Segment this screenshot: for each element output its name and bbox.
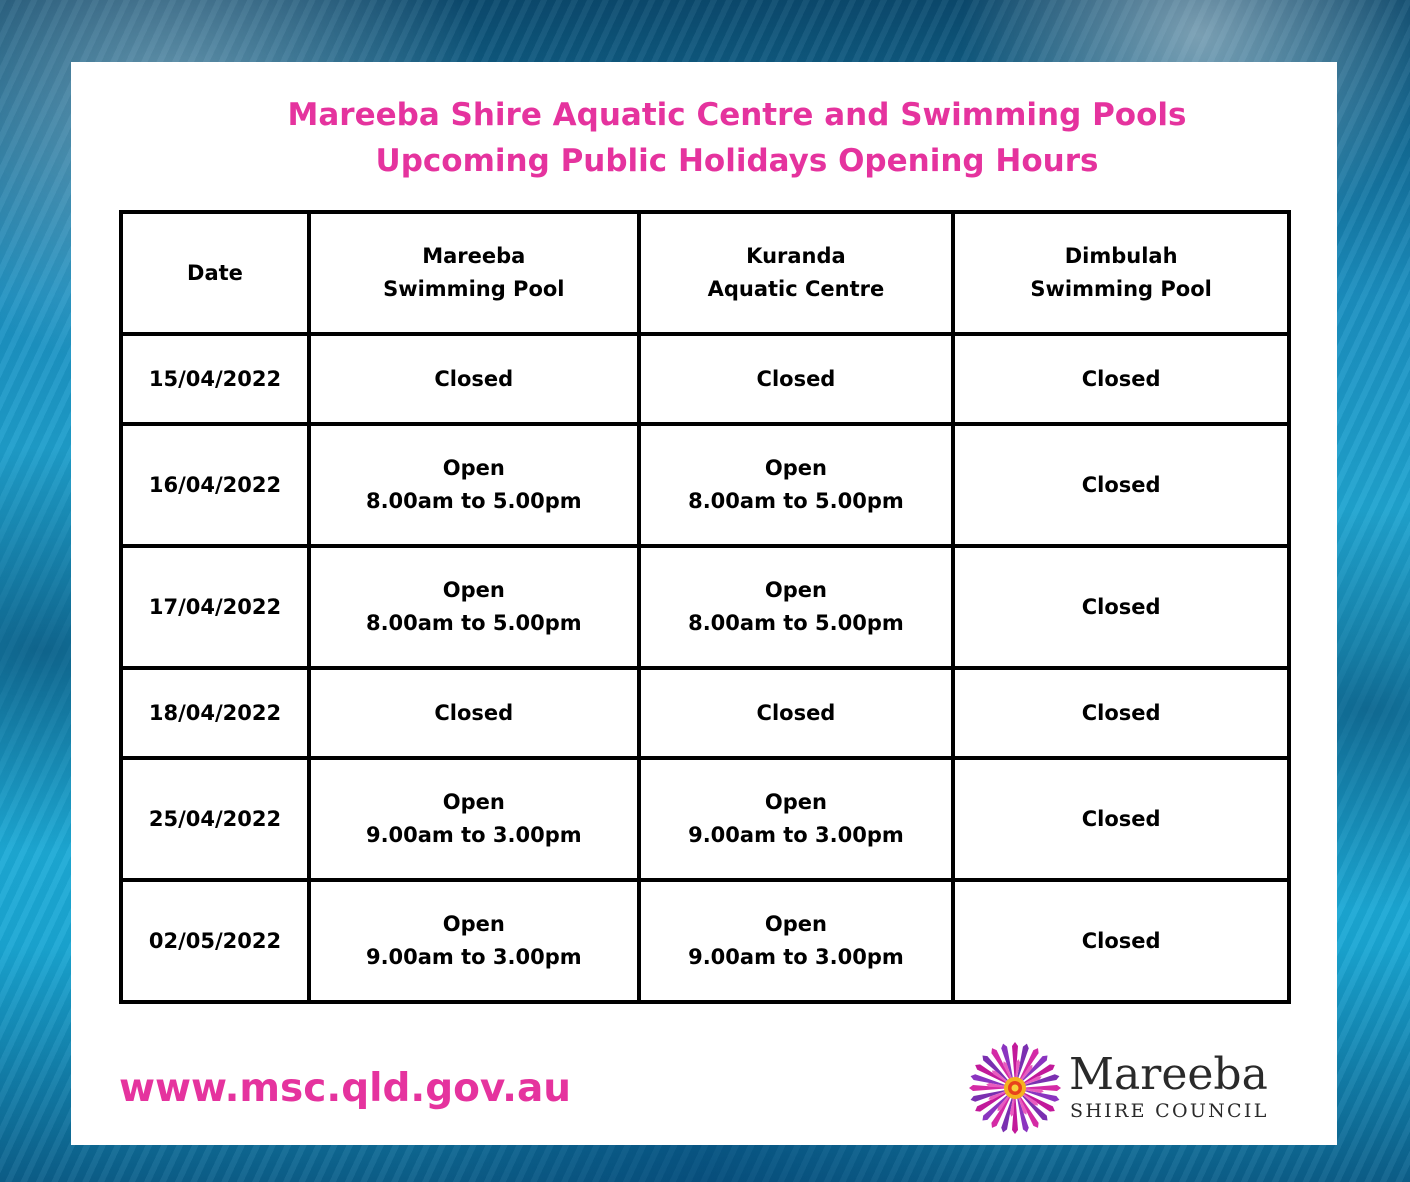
table-row bbox=[121, 880, 1289, 1002]
dimbulah-hours-cell: Closed bbox=[953, 424, 1289, 546]
dimbulah-hours-cell: Closed bbox=[953, 334, 1289, 424]
table-row bbox=[121, 668, 1289, 758]
opening-hours-table bbox=[119, 210, 1291, 1004]
mareeba-hours-cell: Open 8.00am to 5.00pm bbox=[309, 424, 639, 546]
date-cell: 15/04/2022 bbox=[121, 334, 309, 424]
council-logo bbox=[969, 1040, 1279, 1136]
column-header-date: Date bbox=[121, 212, 309, 334]
dimbulah-hours-cell: Closed bbox=[953, 758, 1289, 880]
date-cell: 25/04/2022 bbox=[121, 758, 309, 880]
kuranda-hours-cell: Open 8.00am to 5.00pm bbox=[639, 546, 954, 668]
kuranda-hours-cell: Open 9.00am to 3.00pm bbox=[639, 758, 954, 880]
date-cell: 18/04/2022 bbox=[121, 668, 309, 758]
dimbulah-hours-cell: Closed bbox=[953, 668, 1289, 758]
mareeba-hours-cell: Closed bbox=[309, 668, 639, 758]
logo-wordmark: Mareeba bbox=[1069, 1049, 1268, 1100]
dimbulah-hours-cell: Closed bbox=[953, 546, 1289, 668]
kuranda-hours-cell: Open 9.00am to 3.00pm bbox=[639, 880, 954, 1002]
kuranda-hours-cell: Closed bbox=[639, 668, 954, 758]
column-header-dimbulah: Dimbulah Swimming Pool bbox=[953, 212, 1289, 334]
kuranda-hours-cell: Closed bbox=[639, 334, 954, 424]
notice-card bbox=[71, 62, 1337, 1145]
logo-subtitle: SHIRE COUNCIL bbox=[1070, 1100, 1269, 1122]
table-row bbox=[121, 758, 1289, 880]
table-row bbox=[121, 334, 1289, 424]
table-row bbox=[121, 424, 1289, 546]
kuranda-hours-cell: Open 8.00am to 5.00pm bbox=[639, 424, 954, 546]
title-line-2: Upcoming Public Holidays Opening Hours bbox=[375, 143, 1099, 179]
date-cell: 16/04/2022 bbox=[121, 424, 309, 546]
mareeba-hours-cell: Closed bbox=[309, 334, 639, 424]
table-header-row bbox=[121, 212, 1289, 334]
column-header-mareeba: Mareeba Swimming Pool bbox=[309, 212, 639, 334]
mareeba-hours-cell: Open 8.00am to 5.00pm bbox=[309, 546, 639, 668]
title-line-1: Mareeba Shire Aquatic Centre and Swimming Pools bbox=[287, 97, 1187, 133]
mareeba-hours-cell: Open 9.00am to 3.00pm bbox=[309, 758, 639, 880]
website-link[interactable]: www.msc.qld.gov.au bbox=[119, 1066, 572, 1111]
date-cell: 17/04/2022 bbox=[121, 546, 309, 668]
page-title bbox=[71, 92, 1337, 184]
dimbulah-hours-cell: Closed bbox=[953, 880, 1289, 1002]
flower-logo-icon bbox=[969, 1042, 1061, 1134]
table-row bbox=[121, 546, 1289, 668]
mareeba-hours-cell: Open 9.00am to 3.00pm bbox=[309, 880, 639, 1002]
column-header-kuranda: Kuranda Aquatic Centre bbox=[639, 212, 954, 334]
date-cell: 02/05/2022 bbox=[121, 880, 309, 1002]
